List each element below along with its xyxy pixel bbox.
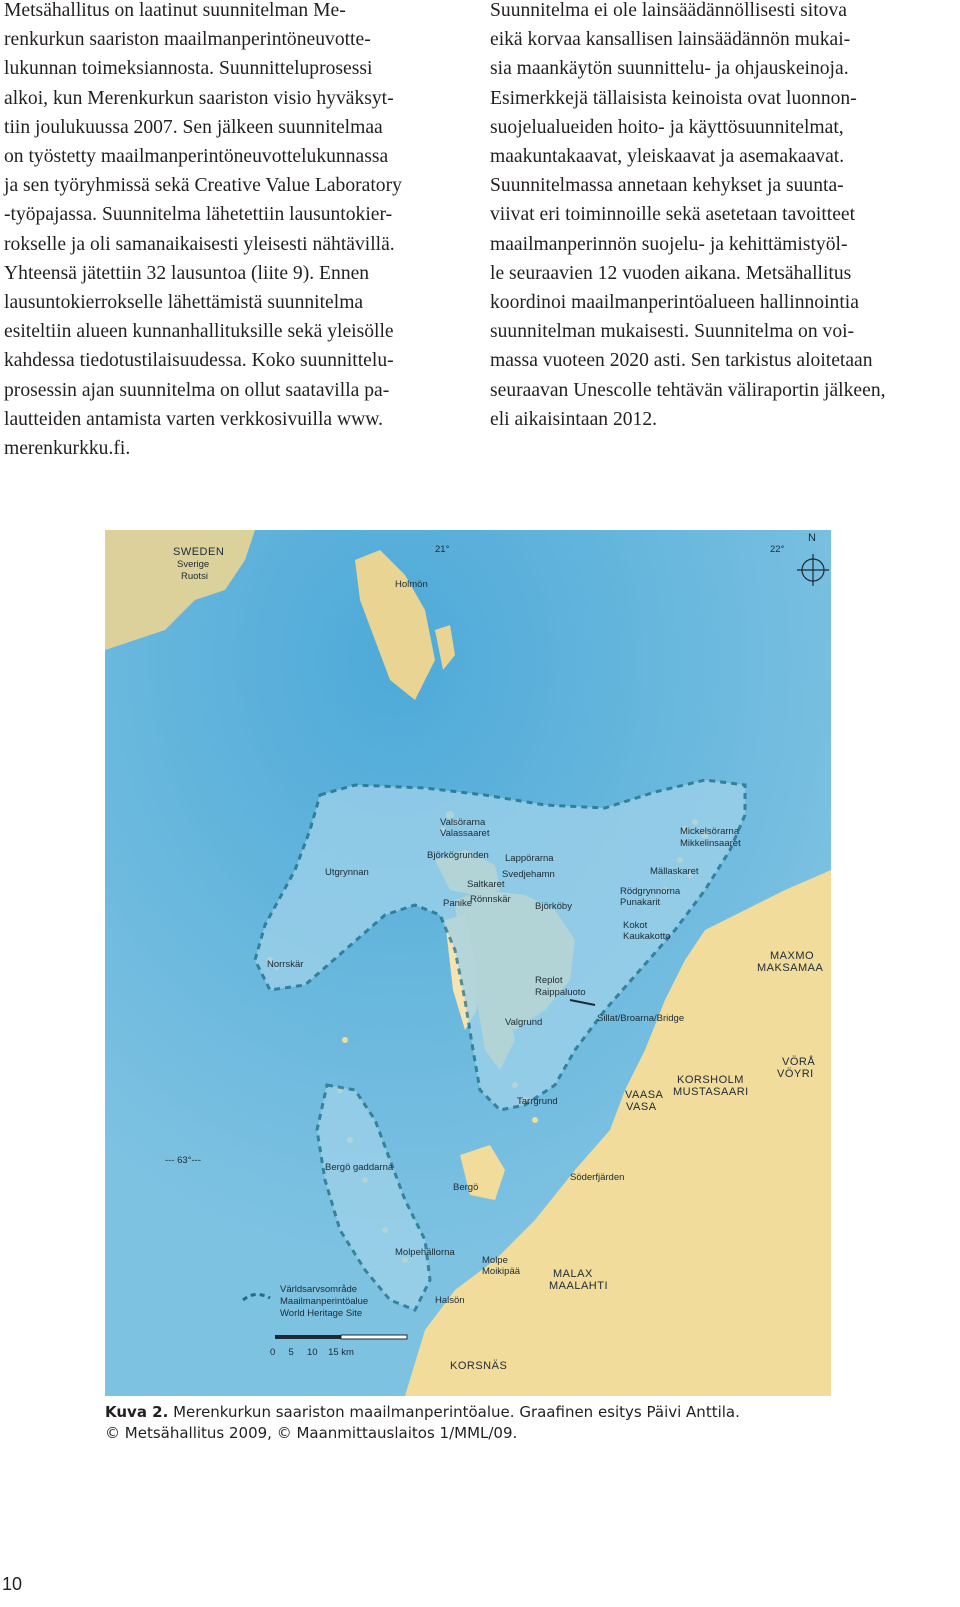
text-line: merenkurkku.fi. xyxy=(4,438,131,460)
caption-text: Merenkurkun saariston maailmanperintöalue. Graafinen esitys Päivi Anttila. xyxy=(168,1403,740,1421)
text-line: kahdessa tiedotustilaisuudessa. Koko suunnittelu- xyxy=(4,350,394,372)
label-north: N xyxy=(808,532,817,544)
figure-caption xyxy=(105,1402,865,1444)
text-line: maakuntakaavat, yleiskaavat ja asemakaavat. xyxy=(490,146,845,168)
text-line: eli aikaisintaan 2012. xyxy=(490,408,658,430)
text-line: Metsähallitus on laatinut suunnitelman Me- xyxy=(4,0,346,21)
label-vasa: VASA xyxy=(626,1101,657,1113)
text-line: Suunnitelmassa annetaan kehykset ja suunta- xyxy=(490,175,844,197)
legend-label-en: World Heritage Site xyxy=(280,1308,363,1319)
label-bjorkogrunden: Björkögrunden xyxy=(427,850,489,861)
label-mikkelinsaaret: Mikkelinsaaret xyxy=(680,838,741,849)
label-lapporarna: Lappörarna xyxy=(505,853,554,864)
label-vora: VÖRÅ xyxy=(782,1056,816,1068)
label-maalahti: MAALAHTI xyxy=(549,1280,609,1292)
body-text-right-column xyxy=(490,0,934,434)
page-number: 10 xyxy=(2,1574,23,1594)
label-sweden: SWEDEN xyxy=(173,546,225,558)
map-graphic xyxy=(105,530,831,1396)
text-line: le seuraavien 12 vuoden aikana. Metsähallitus xyxy=(490,262,852,284)
text-line: sia maankäytön suunnittelu- ja ohjauskeinoja. xyxy=(490,58,849,80)
label-panike: Panike xyxy=(443,898,473,909)
label-malax: MALAX xyxy=(553,1268,593,1280)
text-line: massa vuoteen 2020 asti. Sen tarkistus aloitetaan xyxy=(490,350,873,372)
label-vaasa: VAASA xyxy=(625,1089,664,1101)
text-line: rokselle ja oli samanaikaisesti yleisesti nähtävillä. xyxy=(4,233,395,255)
label-voyri: VÖYRI xyxy=(777,1068,814,1080)
text-line: alkoi, kun Merenkurkun saariston visio hyväksyt- xyxy=(4,87,394,109)
label-utgrynnan: Utgrynnan xyxy=(325,867,369,878)
text-line: lausuntokierrokselle lähettämistä suunnitelma xyxy=(4,292,364,314)
caption-label: Kuva 2. xyxy=(105,1403,169,1421)
label-ruotsi: Ruotsi xyxy=(181,571,208,582)
label-saltkaret: Saltkaret xyxy=(467,879,505,890)
text-line: tiin joulukuussa 2007. Sen jälkeen suunnitelmaa xyxy=(4,116,383,138)
label-mickelsorarna: Mickelsörarna xyxy=(680,826,740,837)
label-bergo-gaddarna: Bergö gaddarna xyxy=(325,1162,394,1173)
text-line: suunnitelman mukaisesti. Suunnitelma on voi- xyxy=(490,321,855,343)
body-text-left-column xyxy=(4,0,456,463)
label-kaukakotto: Kaukakotto xyxy=(623,931,671,942)
text-line: Yhteensä jätettiin 32 lausuntoa (liite 9). Ennen xyxy=(4,262,370,284)
label-mustasaari: MUSTASAARI xyxy=(673,1086,749,1098)
caption-line-2: © Metsähallitus 2009, © Maanmittauslaitos 1/MML/09. xyxy=(105,1424,518,1442)
text-line: maailmanperinnön suojelu- ja kehittämistyöl- xyxy=(490,233,848,255)
label-valassaaret: Valassaaret xyxy=(440,828,490,839)
scale-bar xyxy=(275,1335,407,1339)
text-line: viivat eri toiminnoille sekä asetetaan tavoitteet xyxy=(490,204,856,226)
text-line: eikä korvaa kansallisen lainsäädännön mukai- xyxy=(490,29,851,51)
label-moikipaa: Moikipää xyxy=(482,1266,521,1277)
text-line: ja sen työryhmissä sekä Creative Value Laboratory xyxy=(4,175,402,197)
text-line: esiteltiin alueen kunnanhallituksille sekä yleisölle xyxy=(4,321,394,343)
label-maxmo: MAXMO xyxy=(770,950,815,962)
text-line: suojelualueiden hoito- ja käyttösuunnitelmat, xyxy=(490,116,844,138)
label-raippaluoto: Raippaluoto xyxy=(535,987,586,998)
label-bergo: Bergö xyxy=(453,1182,479,1193)
label-lon-21: 21° xyxy=(435,544,450,555)
label-svedjehamn: Svedjehamn xyxy=(502,869,555,880)
text-line: lukunnan toimeksiannosta. Suunnitteluprosessi xyxy=(4,58,373,80)
label-valsorarna: Valsörarna xyxy=(440,817,486,828)
text-line: lautteiden antamista varten verkkosivuilla www. xyxy=(4,408,384,430)
text-line: on työstetty maailmanperintöneuvottelukunnassa xyxy=(4,146,389,168)
label-valgrund: Valgrund xyxy=(505,1017,543,1028)
label-sverige: Sverige xyxy=(177,559,210,570)
label-molpe: Molpe xyxy=(482,1255,508,1266)
label-korsnas: KORSNÄS xyxy=(450,1360,508,1372)
label-korsholm: KORSHOLM xyxy=(677,1074,744,1086)
text-line: seuraavan Unescolle tehtävän väliraportin jälkeen, xyxy=(490,379,886,401)
text-line: prosessin ajan suunnitelma on ollut saatavilla pa- xyxy=(4,379,390,401)
legend-label-sv: Världsarvsområde xyxy=(280,1284,358,1295)
label-molpehallorna: Molpehällorna xyxy=(395,1247,455,1258)
label-kokot: Kokot xyxy=(623,920,648,931)
label-soderfjarden: Söderfjärden xyxy=(570,1172,625,1183)
label-lon-22: 22° xyxy=(770,544,785,555)
legend-label-fi: Maailmanperintöalue xyxy=(280,1296,369,1307)
scale-label: 0 5 10 15 km xyxy=(270,1347,354,1358)
label-ronnskar: Rönnskär xyxy=(470,894,511,905)
label-rodgrynnorna: Rödgrynnorna xyxy=(620,886,681,897)
text-line: renkurkun saariston maailmanperintöneuvotte- xyxy=(4,29,371,51)
label-mallaskaret: Mällaskaret xyxy=(650,866,699,877)
heritage-area-map xyxy=(105,530,831,1396)
label-maksamaa: MAKSAMAA xyxy=(757,962,824,974)
caption-line-1 xyxy=(105,1402,865,1423)
label-tarrgrund: Tarrgrund xyxy=(517,1096,558,1107)
label-lat-63: --- 63°--- xyxy=(165,1155,201,1166)
text-line: Suunnitelma ei ole lainsäädännöllisesti sitova xyxy=(490,0,847,21)
label-norrskar: Norrskär xyxy=(267,959,304,970)
label-bjorkoby: Björköby xyxy=(535,901,572,912)
text-line: koordinoi maailmanperintöalueen hallinnointia xyxy=(490,292,859,314)
text-line: -työpajassa. Suunnitelma lähetettiin lausuntokier- xyxy=(4,204,393,226)
label-bridge: Sillat/Broarna/Bridge xyxy=(597,1013,685,1024)
label-replot: Replot xyxy=(535,975,563,986)
label-holmon: Holmön xyxy=(395,579,428,590)
text-line: Esimerkkejä tällaisista keinoista ovat luonnon- xyxy=(490,87,857,109)
label-punakarit: Punakarit xyxy=(620,897,661,908)
label-halsoe: Halsön xyxy=(435,1295,465,1306)
